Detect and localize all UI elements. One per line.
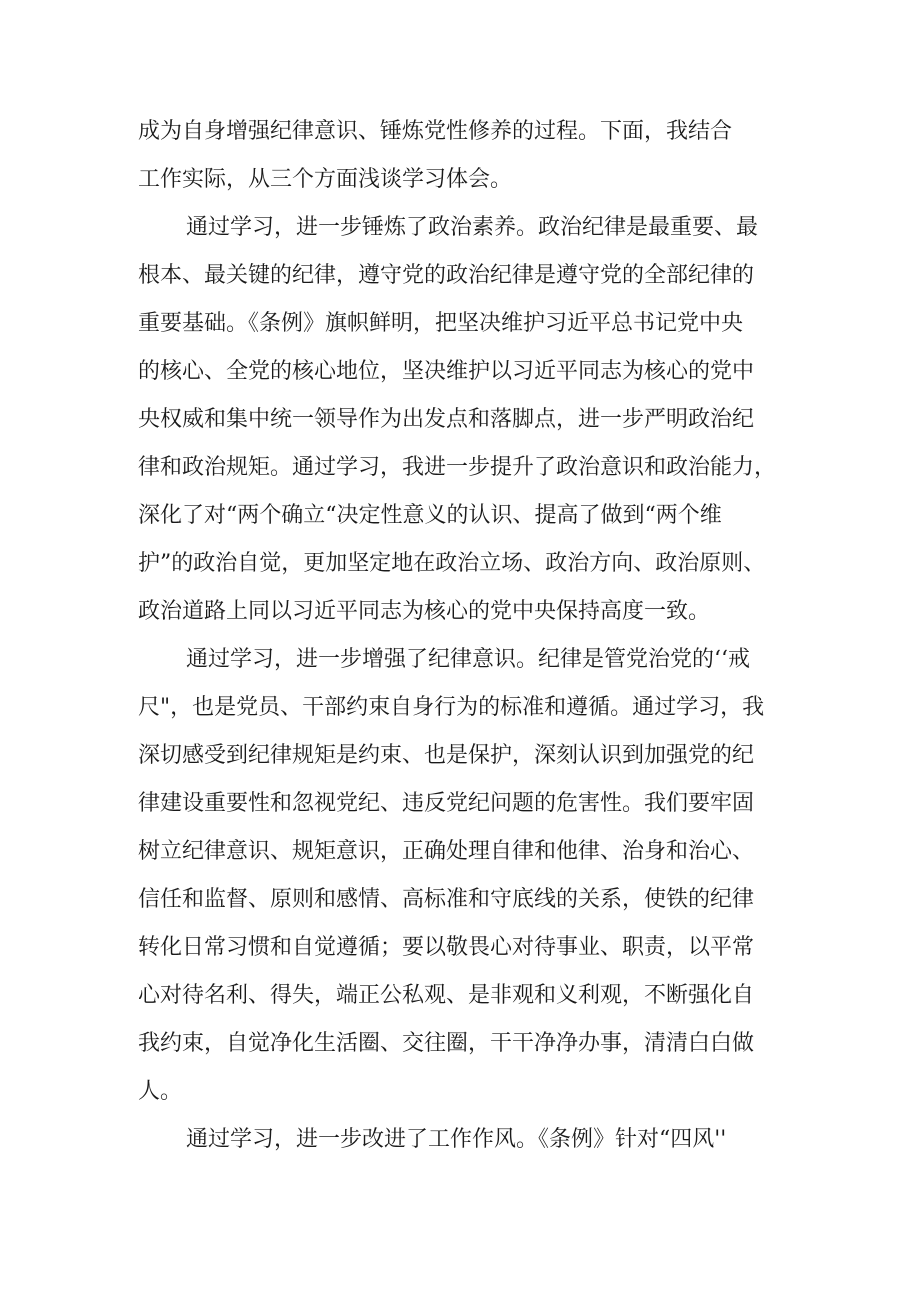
paragraph-first-line: 通过学习，进一步改进了工作作风。《条例》针对“四风'' [186, 1127, 727, 1152]
text-line: 央权威和集中统一领导作为出发点和落脚点，进一步严明政治纪 [138, 407, 755, 432]
text-line: 根本、最关键的纪律，遵守党的政治纪律是遵守党的全部纪律的 [138, 263, 755, 288]
document-body [138, 108, 818, 1164]
text-line: 我约束，自觉净化生活圈、交往圈，干干净净办事，清清白白做 [138, 1031, 755, 1056]
text-line: 重要基础。《条例》旗帜鲜明，把坚决维护习近平总书记党中央 [138, 311, 744, 336]
text-line: 深化了对“两个确立“决定性意义的认识、提高了做到“两个维 [138, 503, 722, 528]
text-line: 工作实际，从三个方面浅谈学习体会。 [138, 167, 513, 192]
paragraph-first-line: 通过学习，进一步增强了纪律意识。纪律是管党治党的‘‘戒 [186, 647, 750, 672]
text-line: 的核心、全党的核心地位，坚决维护以习近平同志为核心的党中 [138, 359, 755, 384]
text-line: 成为自身增强纪律意识、锤炼党性修养的过程。下面，我结合 [138, 119, 733, 144]
text-line: 人。 [138, 1079, 183, 1104]
text-line: 政治道路上同以习近平同志为核心的党中央保持高度一致。 [138, 599, 711, 624]
text-line: 深切感受到纪律规矩是约束、也是保护，深刻认识到加强党的纪 [138, 743, 755, 768]
text-line: 律建设重要性和忽视党纪、违反党纪问题的危害性。我们要牢固 [138, 791, 755, 816]
text-line: 心对待名利、得失，端正公私观、是非观和义利观，不断强化自 [138, 983, 755, 1008]
text-line: 尺"，也是党员、干部约束自身行为的标准和遵循。通过学习，我 [138, 695, 765, 720]
text-line: 律和政治规矩。通过学习，我进一步提升了政治意识和政治能力， [138, 455, 777, 480]
text-line: 护”的政治自觉，更加坚定地在政治立场、政治方向、政治原则、 [138, 551, 766, 576]
text-line: 树立纪律意识、规矩意识，正确处理自律和他律、治身和治心、 [138, 839, 755, 864]
paragraph-first-line: 通过学习，进一步锤炼了政治素养。政治纪律是最重要、最 [186, 215, 759, 240]
text-line: 转化日常习惯和自觉遵循；要以敬畏心对待事业、职责，以平常 [138, 935, 755, 960]
text-line: 信任和监督、原则和感情、高标准和守底线的关系，使铁的纪律 [138, 887, 755, 912]
